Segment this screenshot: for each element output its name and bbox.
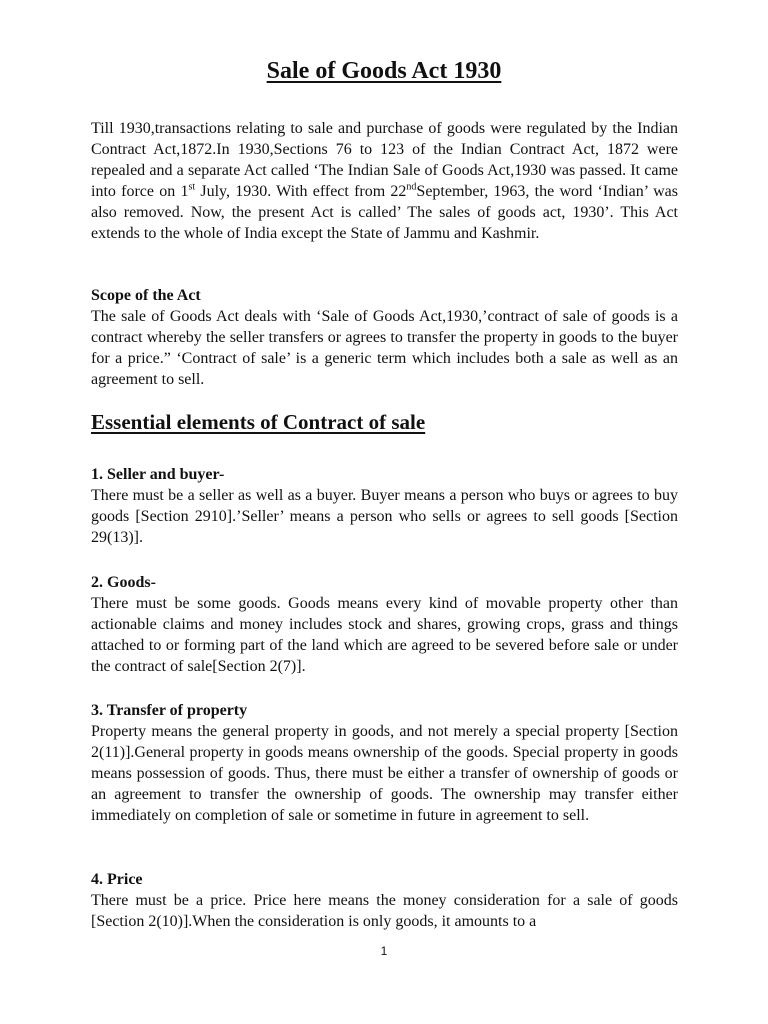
item-heading: 3. Transfer of property — [91, 702, 248, 719]
intro-sup-a: st — [188, 181, 196, 193]
intro-text-c: September, 1963, the word ‘Indian’ was also removed. Now, the present Act is called’ The sales of goods act, 1930’. This Act extends to the whole of India except the State of Jammu and Kashmir. — [91, 183, 679, 242]
essential-item-goods — [91, 572, 678, 677]
essential-item-seller-buyer — [91, 464, 678, 548]
intro-sup-b: nd — [406, 181, 417, 193]
scope-heading: Scope of the Act — [91, 287, 201, 304]
essential-item-price — [91, 869, 678, 932]
essentials-heading: Essential elements of Contract of sale — [91, 410, 426, 434]
intro-section — [91, 118, 678, 244]
item-heading: 4. Price — [91, 871, 143, 888]
item-paragraph: Property means the general property in goods, and not merely a special property [Section 2(11)].General property in goods means ownership of the goods. Special property in goods means possession of goods. Thus, there must be either a transfer of ownership of goods or an agreement to transfer the ownership of goods. The ownership may transfer either immediately on completion of sale or sometime in future in agreement to sell. — [91, 723, 678, 824]
scope-section — [91, 285, 678, 390]
item-paragraph: There must be a seller as well as a buyer. Buyer means a person who buys or agrees to buy goods [Section 2910].’Seller’ means a person who sells or agrees to sell goods [Section 29(13)]. — [91, 487, 678, 546]
item-paragraph: There must be a price. Price here means the money consideration for a sale of goods [Section 2(10)].When the consideration is only goods, it amounts to a — [91, 892, 678, 930]
page-title: Sale of Goods Act 1930 — [266, 58, 502, 84]
essential-item-transfer-of-property — [91, 700, 678, 826]
scope-paragraph: The sale of Goods Act deals with ‘Sale of Goods Act,1930,’contract of sale of goods is a contract whereby the seller transfers or agrees to transfer the property in goods to the buyer for a price.” ‘Contract of sale’ is a generic term which includes both a sale as well as an agreement to sell. — [91, 308, 678, 388]
item-heading: 1. Seller and buyer- — [91, 466, 225, 483]
intro-paragraph — [91, 118, 678, 244]
intro-text-b: July, 1930. With effect from 22 — [195, 183, 407, 200]
intro-text-a: Till 1930,transactions relating to sale and purchase of goods were regulated by the Indian Contract Act,1872.In 1930,Sections 76 to 123 of the Indian Contract Act, 1872 were repealed and a separate Act called ‘The Indian Sale of Goods Act,1930 was passed. It came into force on 1 — [91, 120, 678, 200]
item-heading: 2. Goods- — [91, 574, 156, 591]
page-number: 1 — [380, 944, 388, 958]
item-paragraph: There must be some goods. Goods means every kind of movable property other than actionable claims and money includes stock and shares, growing crops, grass and things attached to or forming part of the land which are agreed to be severed before sale or under the contract of sale[Section 2(7)]. — [91, 595, 678, 675]
